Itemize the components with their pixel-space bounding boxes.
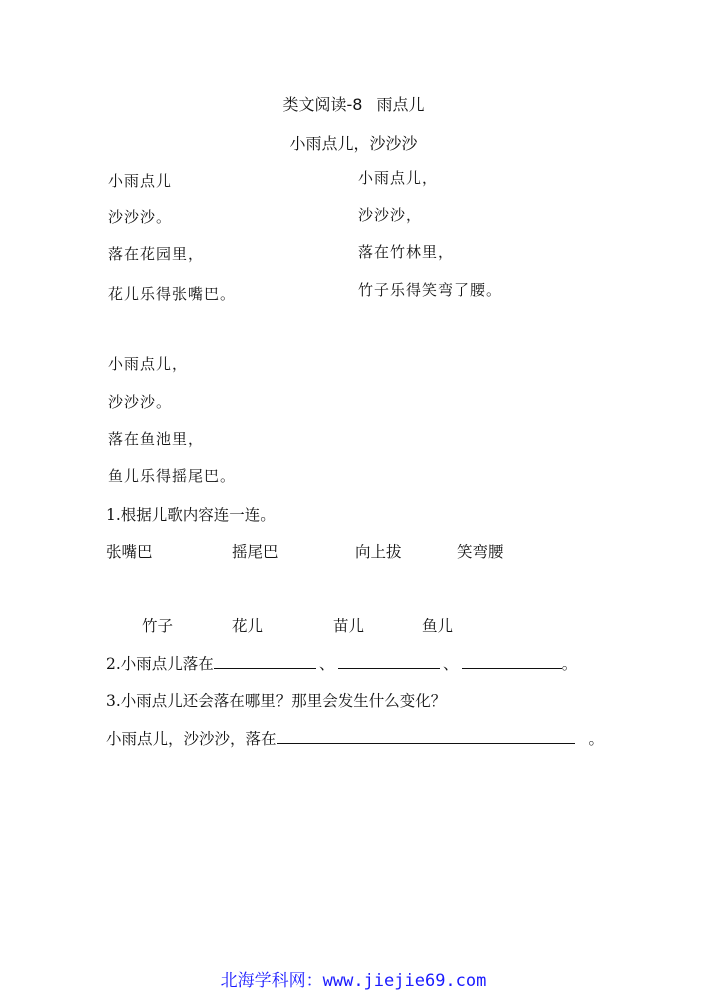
poem-line: 沙沙沙。 [108, 208, 173, 226]
poem-line: 竹子乐得笑弯了腰。 [358, 281, 503, 299]
title-main: 类文阅读-8 [282, 95, 363, 114]
match-word-bottom[interactable]: 鱼儿 [422, 617, 454, 635]
match-word-bottom[interactable]: 竹子 [142, 617, 174, 635]
answer-blank[interactable] [277, 728, 575, 744]
separator: 、 [443, 655, 459, 673]
poem-line: 花儿乐得张嘴巴。 [108, 285, 237, 303]
answer-blank[interactable] [214, 653, 316, 669]
sentence-end: 。 [588, 730, 605, 748]
poem-line: 落在鱼池里， [108, 430, 205, 448]
poem-title: 小雨点儿，沙沙沙 [289, 134, 418, 153]
poem-line: 小雨点儿， [108, 355, 189, 373]
question-1: 1.根据儿歌内容连一连。 [106, 506, 276, 524]
poem-line: 沙沙沙， [358, 206, 423, 224]
poem-line: 鱼儿乐得摇尾巴。 [108, 467, 237, 485]
poem-line: 落在花园里， [108, 245, 205, 263]
answer-prefix: 小雨点儿，沙沙沙，落在 [106, 730, 277, 748]
match-word-top[interactable]: 摇尾巴 [232, 543, 279, 561]
separator: 、 [319, 655, 335, 673]
answer-blank[interactable] [338, 653, 440, 669]
title-sub: 雨点儿 [376, 95, 425, 114]
question-3-answer [106, 727, 604, 749]
match-word-bottom[interactable]: 苗儿 [333, 617, 365, 635]
question-3: 3.小雨点儿还会落在哪里？那里会发生什么变化？ [106, 692, 447, 710]
poem-line: 沙沙沙。 [108, 393, 173, 411]
question-2 [106, 652, 577, 674]
footer-site: 北海学科网：www.jiejie69.com [220, 971, 487, 991]
sentence-end: 。 [561, 655, 578, 673]
match-word-top[interactable]: 笑弯腰 [457, 543, 504, 561]
match-word-bottom[interactable]: 花儿 [232, 617, 264, 635]
answer-blank[interactable] [462, 653, 562, 669]
match-word-top[interactable]: 向上拔 [355, 543, 402, 561]
poem-line: 小雨点儿 [108, 172, 173, 190]
poem-line: 小雨点儿， [358, 169, 439, 187]
question-2-prefix: 2.小雨点儿落在 [106, 655, 214, 673]
page-title [0, 92, 707, 115]
match-word-top[interactable]: 张嘴巴 [106, 543, 153, 561]
poem-line: 落在竹林里， [358, 243, 455, 261]
